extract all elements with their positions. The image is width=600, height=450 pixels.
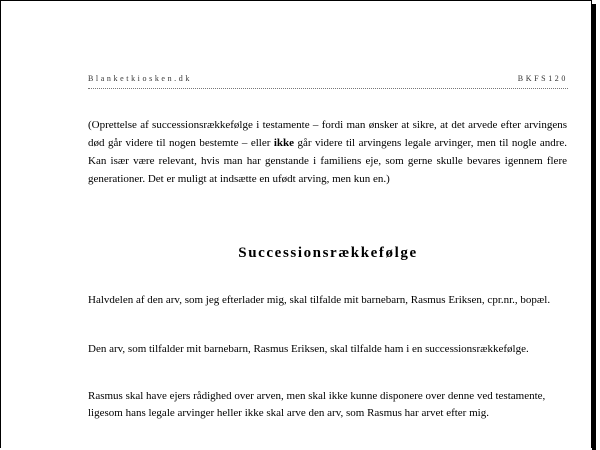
header-divider <box>88 88 568 89</box>
document-title: Successionsrækkefølge <box>238 245 418 261</box>
body-paragraph-3: Rasmus skal have ejers rådighed over arven, men skal ikke kunne disponere over denne ved testamente, ligesom hans legale arvinger heller ikke skal arve den arv, som Rasmus har arvet efter mig. <box>88 390 546 419</box>
intro-text-part2: går videre til arvingens legale arvinger, men til nogle andre. Kan især være relevant, hvis man har genstande i familiens eje, som gerne skulle bevares igennem flere generationer. Det er muligt at indsætte en ufødt arving, men kun en.) <box>88 137 567 185</box>
intro-paragraph <box>88 116 567 188</box>
intro-bold-word: ikke <box>273 137 295 149</box>
header-site-name: Blanketkiosken.dk <box>88 74 192 83</box>
header-form-code: BKFS120 <box>517 74 568 83</box>
body-paragraph-1: Halvdelen af den arv, som jeg efterlader mig, skal tilfalde mit barnebarn, Rasmus Eriksen, cpr.nr., bopæl. <box>88 294 551 306</box>
page-shadow <box>592 4 596 450</box>
body-paragraph-2: Den arv, som tilfalder mit barnebarn, Rasmus Eriksen, skal tilfalde ham i en successionsrækkefølge. <box>88 343 529 355</box>
intro-text-part1: (Oprettelse af successionsrækkefølge i testamente – fordi man ønsker at sikre, at det arvede efter arvingens død går videre til nogen bestemte – eller <box>88 119 567 149</box>
